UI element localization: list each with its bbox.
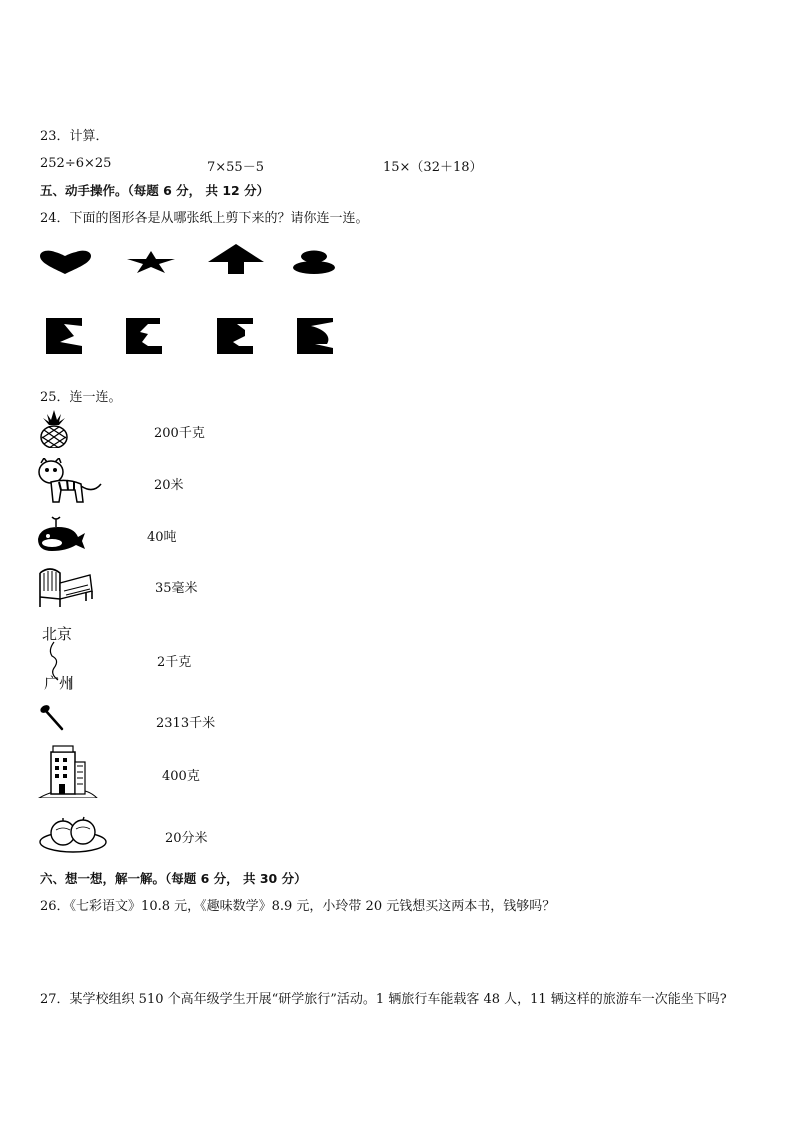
q25-label-3: 40吨: [147, 530, 177, 545]
q24-prompt: 24．下面的图形各是从哪张纸上剪下来的？请你连一连。: [40, 211, 369, 226]
section5-title: 五、动手操作。（每题 6 分， 共 12 分）: [40, 183, 270, 198]
q25-label-2: 20米: [154, 478, 184, 493]
q25-label-8: 20分米: [165, 831, 208, 846]
route-to-label: 广州: [44, 674, 75, 692]
star-icon: [127, 251, 175, 273]
q23-expr-3: 15×（32＋18）: [383, 160, 483, 175]
fruit-plate-icon: [38, 816, 108, 854]
bed-icon: [38, 561, 94, 607]
pineapple-icon: [37, 410, 71, 448]
cut-paper-c-icon: [217, 318, 255, 354]
heart-icon: [39, 250, 92, 275]
q25-prompt: 25．连一连。: [40, 390, 122, 405]
building-icon: [37, 744, 99, 798]
figure-eight-icon: [292, 250, 336, 274]
q23-title: 23．计算．: [40, 129, 109, 144]
cut-paper-b-icon: [126, 318, 162, 354]
q25-label-1: 200千克: [154, 426, 205, 441]
q25-label-4: 35毫米: [155, 581, 198, 596]
nail-icon: [38, 703, 64, 731]
q23-expr-2: 7×55－5: [207, 160, 264, 175]
q25-label-5: 2千克: [157, 655, 192, 670]
map-route-icon: [40, 620, 84, 692]
route-from-label: 北京: [42, 625, 73, 643]
cut-paper-a-icon: [46, 318, 84, 354]
q27-text: 27．某学校组织 510 个高年级学生开展“研学旅行”活动。1 辆旅行车能载客 48 人，11 辆这样的旅游车一次能坐下吗?: [40, 992, 727, 1007]
q25-label-6: 2313千米: [156, 716, 216, 731]
q25-label-7: 400克: [162, 769, 200, 784]
whale-icon: [36, 513, 86, 553]
section6-title: 六、想一想，解一解。（每题 6 分， 共 30 分）: [40, 871, 307, 886]
q23-expr-1: 252÷6×25: [40, 156, 112, 171]
q26-text: 26．《七彩语文》10.8 元，《趣味数学》8.9 元，小玲带 20 元钱想买这两本书，钱够吗？: [40, 899, 556, 914]
arrow-up-icon: [208, 244, 264, 274]
tiger-icon: [37, 458, 103, 506]
cut-paper-d-icon: [297, 318, 335, 354]
